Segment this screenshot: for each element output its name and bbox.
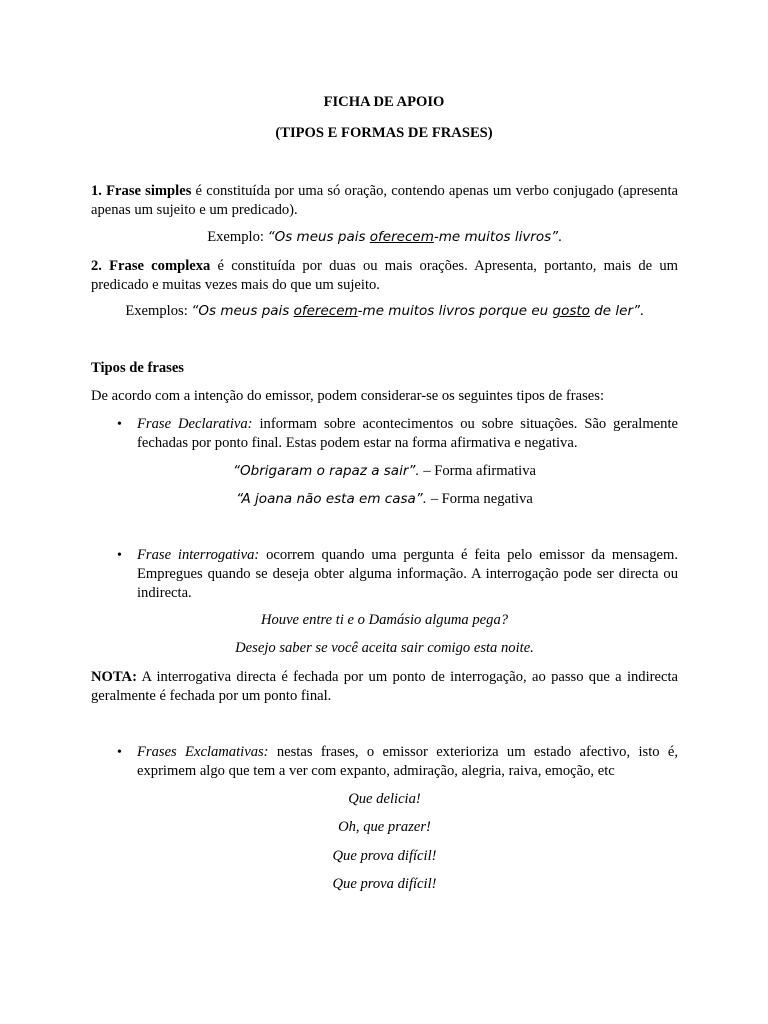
example-quote-open: “Os meus pais [267, 229, 370, 245]
exclamative-definition [137, 743, 678, 781]
exclamative-term: Frases Exclamativas: [137, 744, 269, 760]
example-quote-close: -me muitos livros” [433, 229, 559, 245]
exclamative-example: Que prova difícil! [332, 876, 437, 892]
declarative-example-negative [91, 490, 678, 509]
note-text: A interrogativa directa é fechada por um ponto de interrogação, ao passo que a indirecta geralmente é fechada por um ponto final. [91, 669, 678, 704]
section-simple-sentence [91, 182, 678, 220]
section-complex-example [91, 302, 678, 321]
section-complex-text: é constituída por duas ou mais orações. Apresenta, portanto, mais de um predicado e muitas vezes mais do que um sujeito. [91, 258, 678, 293]
section-simple-label: 1. Frase simples [91, 183, 192, 199]
example-end: . [640, 303, 644, 319]
interrogative-definition [137, 546, 678, 603]
example-verb-2: gosto [552, 303, 590, 319]
interrogative-example-direct: Houve entre ti e o Damásio alguma pega? [260, 612, 509, 628]
section-complex-sentence [91, 257, 678, 295]
example-end: . [558, 229, 562, 245]
section-heading-types: Tipos de frases [91, 360, 184, 376]
types-intro: De acordo com a intenção do emissor, podem considerar-se os seguintes tipos de frases: [91, 388, 604, 404]
example-prefix: Exemplo: [207, 229, 268, 245]
exclamative-example: Oh, que prazer! [338, 819, 431, 835]
declarative-text: informam sobre acontecimentos ou sobre situações. São geralmente fechadas por ponto final. Estas podem estar na forma afirmativa e negativa. [137, 416, 678, 451]
affirmative-example-text: “Obrigaram o rapaz a sair”. [233, 463, 420, 479]
section-complex-label: 2. Frase complexa [91, 258, 211, 274]
note-label: NOTA: [91, 669, 137, 685]
declarative-term: Frase Declarativa: [137, 416, 253, 432]
bullet-icon: • [117, 548, 122, 563]
bullet-icon: • [117, 745, 122, 760]
declarative-definition [137, 415, 678, 453]
bullet-icon: • [117, 417, 122, 432]
negative-example-label: – Forma negativa [427, 491, 533, 507]
interrogative-term: Frase interrogativa: [137, 547, 260, 563]
example-prefix: Exemplos: [125, 303, 192, 319]
declarative-example-affirmative [91, 462, 678, 481]
example-middle: -me muitos livros porque eu [357, 303, 553, 319]
exclamative-example: Que delicia! [348, 791, 421, 807]
example-verb-1: oferecem [293, 303, 358, 319]
interrogative-text: ocorrem quando uma pergunta é feita pelo emissor da mensagem. Empregues quando se deseja obter alguma informação. A interrogação pode ser directa ou indirecta. [137, 547, 678, 601]
exclamative-text: nestas frases, o emissor exterioriza um estado afectivo, isto é, exprimem algo que tem a ver com expanto, admiração, alegria, raiva, emoção, etc [137, 744, 678, 779]
section-simple-example [91, 228, 678, 247]
affirmative-example-label: – Forma afirmativa [419, 463, 536, 479]
section-simple-text: é constituída por uma só oração, contendo apenas um verbo conjugado (apresenta apenas um sujeito e um predicado). [91, 183, 678, 218]
example-quote-open: “Os meus pais [191, 303, 294, 319]
note-paragraph [91, 668, 678, 706]
negative-example-text: “A joana não esta em casa”. [236, 491, 428, 507]
exclamative-example: Que prova difícil! [332, 848, 437, 864]
example-verb: oferecem [369, 229, 434, 245]
example-quote-close: de ler” [589, 303, 640, 319]
document-title: FICHA DE APOIO [323, 94, 445, 110]
interrogative-example-indirect: Desejo saber se você aceita sair comigo esta noite. [235, 640, 534, 656]
document-subtitle: (TIPOS E FORMAS DE FRASES) [275, 125, 493, 141]
